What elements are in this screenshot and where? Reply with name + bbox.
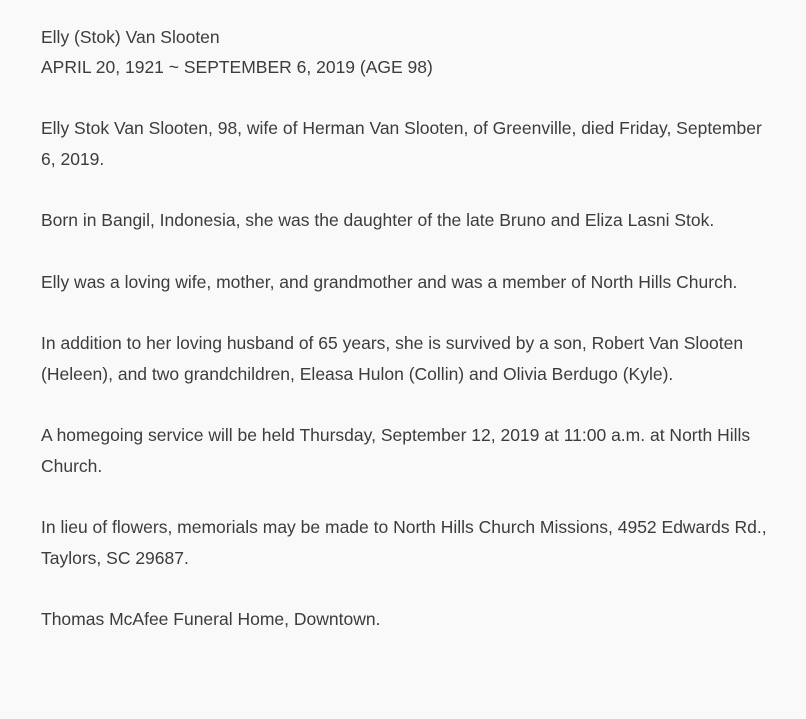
obituary-paragraph-survivors: In addition to her loving husband of 65 years, she is survived by a son, Robert Van Slooten (Heleen), and two grandchildren, Eleasa Hulon (Collin) and Olivia Berdugo (Kyle). bbox=[41, 333, 744, 384]
obituary-paragraph-death: Elly Stok Van Slooten, 98, wife of Herman Van Slooten, of Greenville, died Friday, September 6, 2019. bbox=[41, 118, 762, 169]
life-dates: APRIL 20, 1921 ~ SEPTEMBER 6, 2019 (AGE 98) bbox=[41, 57, 433, 77]
deceased-name: Elly (Stok) Van Slooten bbox=[41, 27, 220, 47]
obituary-paragraph-life: Elly was a loving wife, mother, and grandmother and was a member of North Hills Church. bbox=[41, 271, 738, 292]
obituary-paragraph-birth: Born in Bangil, Indonesia, she was the daughter of the late Bruno and Eliza Lasni Stok. bbox=[41, 210, 715, 230]
obituary-paragraph-service: A homegoing service will be held Thursday, September 12, 2019 at 11:00 a.m. at North Hills Church. bbox=[41, 425, 751, 476]
obituary-paragraph-funeral-home: Thomas McAfee Funeral Home, Downtown. bbox=[41, 609, 381, 629]
obituary-paragraph-memorials: In lieu of flowers, memorials may be made to North Hills Church Missions, 4952 Edwards Rd., Taylors, SC 29687. bbox=[41, 517, 767, 568]
